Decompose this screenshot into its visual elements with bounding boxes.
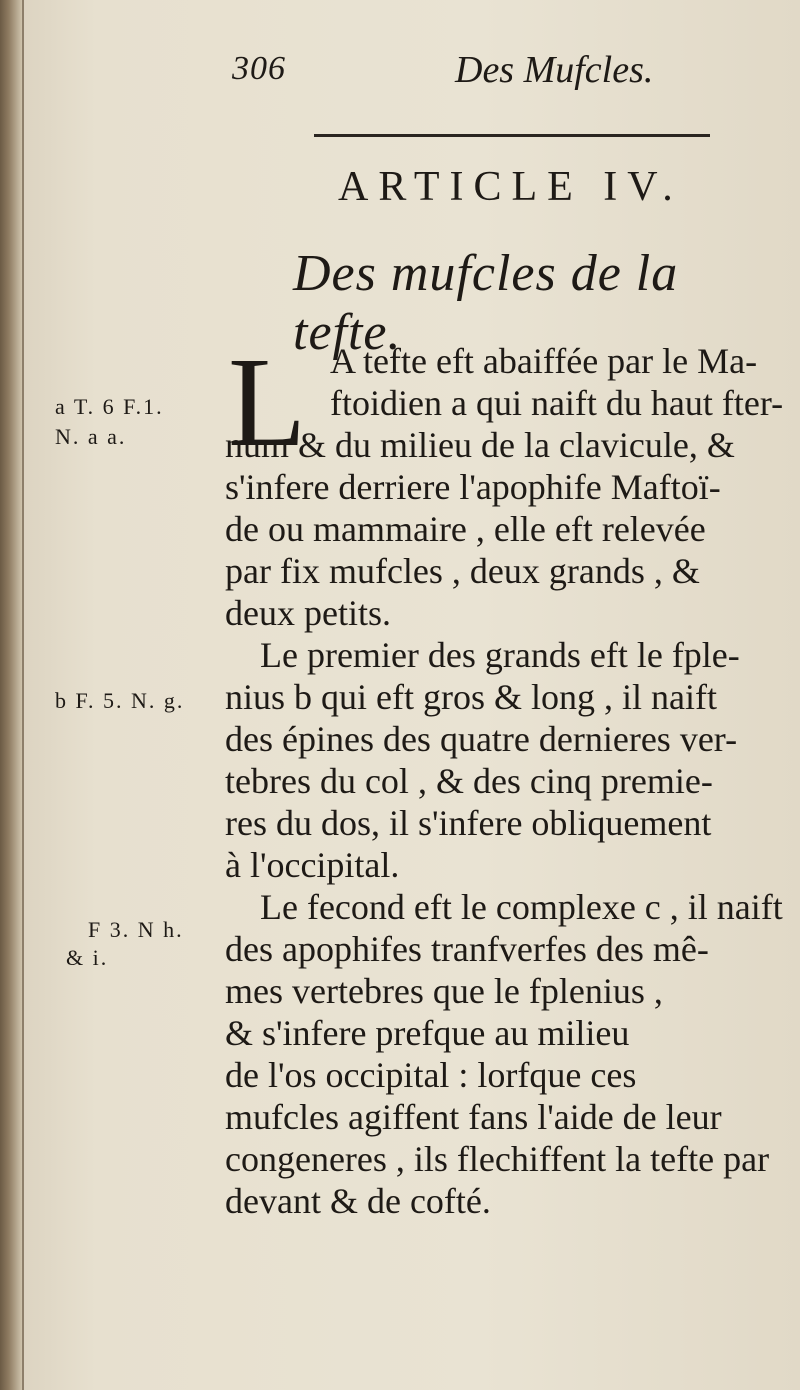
text-line: devant & de cofté.	[225, 1181, 491, 1221]
text-line: tebres du col , & des cinq premie-	[225, 761, 713, 801]
article-heading: ARTICLE IV.	[338, 164, 683, 210]
margin-note: & i.	[66, 945, 109, 970]
margin-note: F 3. N h.	[88, 917, 184, 942]
text-line: & s'infere prefque au milieu	[225, 1013, 630, 1053]
drop-cap: L	[228, 331, 307, 473]
text-line: Le premier des grands eft le fple-	[260, 635, 740, 675]
text-line: nius b qui eft gros & long , il naift	[225, 677, 717, 717]
text-line: Le fecond eft le complexe c , il naift	[260, 887, 783, 927]
page-number: 306	[232, 50, 286, 87]
section-title: Des mufcles de la tefte.	[293, 245, 679, 361]
text-line: num & du milieu de la clavicule, &	[225, 425, 735, 465]
text-line: deux petits.	[225, 593, 391, 633]
text-line: congeneres , ils flechiffent la tefte par	[225, 1139, 770, 1179]
binding-edge	[22, 0, 24, 1390]
text-line: A tefte eft abaiffée par le Ma-	[330, 341, 758, 381]
running-head: Des Mufcles.	[455, 49, 654, 91]
text-line: de ou mammaire , elle eft relevée	[225, 509, 706, 549]
text-line: res du dos, il s'infere obliquement	[225, 803, 712, 843]
margin-note: a T. 6 F.1.	[55, 394, 164, 419]
text-line: des épines des quatre dernieres ver-	[225, 719, 738, 759]
text-line: de l'os occipital : lorfque ces	[225, 1055, 637, 1095]
text-line: mufcles agiffent fans l'aide de leur	[225, 1097, 722, 1137]
book-binding	[0, 0, 22, 1390]
header-rule	[314, 134, 710, 137]
margin-note: b F. 5. N. g.	[55, 688, 185, 713]
text-line: s'infere derriere l'apophife Maftoï-	[225, 467, 721, 507]
text-line: mes vertebres que le fplenius ,	[225, 971, 663, 1011]
text-line: à l'occipital.	[225, 845, 400, 885]
text-line: des apophifes tranfverfes des mê-	[225, 929, 709, 969]
margin-note: N. a a.	[55, 424, 127, 449]
text-line: par fix mufcles , deux grands , &	[225, 551, 700, 591]
text-line: ftoidien a qui naift du haut fter-	[330, 383, 784, 423]
